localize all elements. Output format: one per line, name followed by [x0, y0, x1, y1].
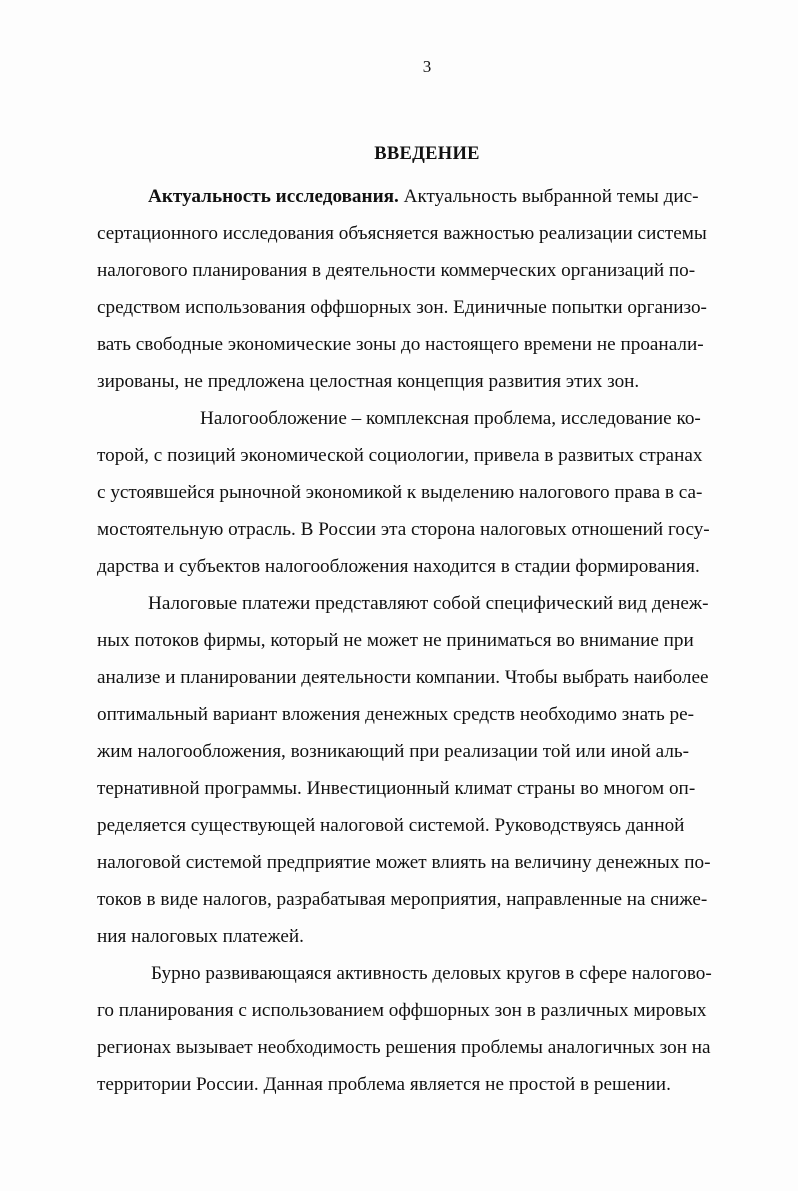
paragraph-4-line-3: регионах вызывает необходимость решения проблемы аналогичных зон на: [97, 1037, 711, 1058]
paragraph-3-line-3: анализе и планировании деятельности компании. Чтобы выбрать наиболее: [97, 667, 709, 688]
paragraph-4-line-2: го планирования с использованием оффшорных зон в различных мировых: [97, 1000, 707, 1021]
paragraph-1-line-1: [148, 182, 699, 212]
paragraph-2-line-1: Налогообложение – комплексная проблема, исследование ко-: [200, 408, 701, 429]
paragraph-3-line-2: ных потоков фирмы, который не может не приниматься во внимание при: [97, 630, 694, 651]
paragraph-1-line-6: зированы, не предложена целостная концепция развития этих зон.: [97, 371, 640, 392]
paragraph-3-line-10: ния налоговых платежей.: [97, 926, 304, 947]
paragraph-1-line-3: налогового планирования в деятельности коммерческих организаций по-: [97, 260, 696, 281]
paragraph-2-line-2: торой, с позиций экономической социологии, привела в развитых странах: [97, 445, 703, 466]
paragraph-1-line-4: средством использования оффшорных зон. Единичные попытки организо-: [97, 297, 707, 318]
paragraph-4-line-1: Бурно развивающаяся активность деловых кругов в сфере налогово-: [151, 963, 712, 984]
paragraph-4-line-4: территории России. Данная проблема является не простой в решении.: [97, 1074, 671, 1095]
paragraph-1-line-1-text: Актуальность выбранной темы дис-: [403, 186, 699, 207]
paragraph-1-line-2: сертационного исследования объясняется важностью реализации системы: [97, 223, 707, 244]
paragraph-3-line-4: оптимальный вариант вложения денежных средств необходимо знать ре-: [97, 704, 695, 725]
paragraph-3-line-5: жим налогообложения, возникающий при реализации той или иной аль-: [97, 741, 690, 762]
paragraph-3-line-1: Налоговые платежи представляют собой специфический вид денеж-: [148, 593, 709, 614]
paragraph-3-line-7: ределяется существующей налоговой системой. Руководствуясь данной: [97, 815, 685, 836]
paragraph-3-line-9: токов в виде налогов, разрабатывая мероприятия, направленные на сниже-: [97, 889, 708, 910]
paragraph-2-line-3: с устоявшейся рыночной экономикой к выделению налогового права в са-: [97, 482, 703, 503]
paragraph-2-line-5: дарства и субъектов налогообложения находится в стадии формирования.: [97, 556, 700, 577]
paragraph-3-line-8: налоговой системой предприятие может влиять на величину денежных по-: [97, 852, 711, 873]
paragraph-1-lead-bold: Актуальность исследования.: [148, 186, 399, 207]
paragraph-2-line-4: мостоятельную отрасль. В России эта сторона налоговых отношений госу-: [97, 519, 710, 540]
paragraph-3-line-6: тернативной программы. Инвестиционный климат страны во многом оп-: [97, 778, 696, 799]
paragraph-1-line-5: вать свободные экономические зоны до настоящего времени не проанали-: [97, 334, 704, 355]
page-title: ВВЕДЕНИЕ: [374, 144, 480, 164]
page-number: 3: [422, 57, 432, 76]
